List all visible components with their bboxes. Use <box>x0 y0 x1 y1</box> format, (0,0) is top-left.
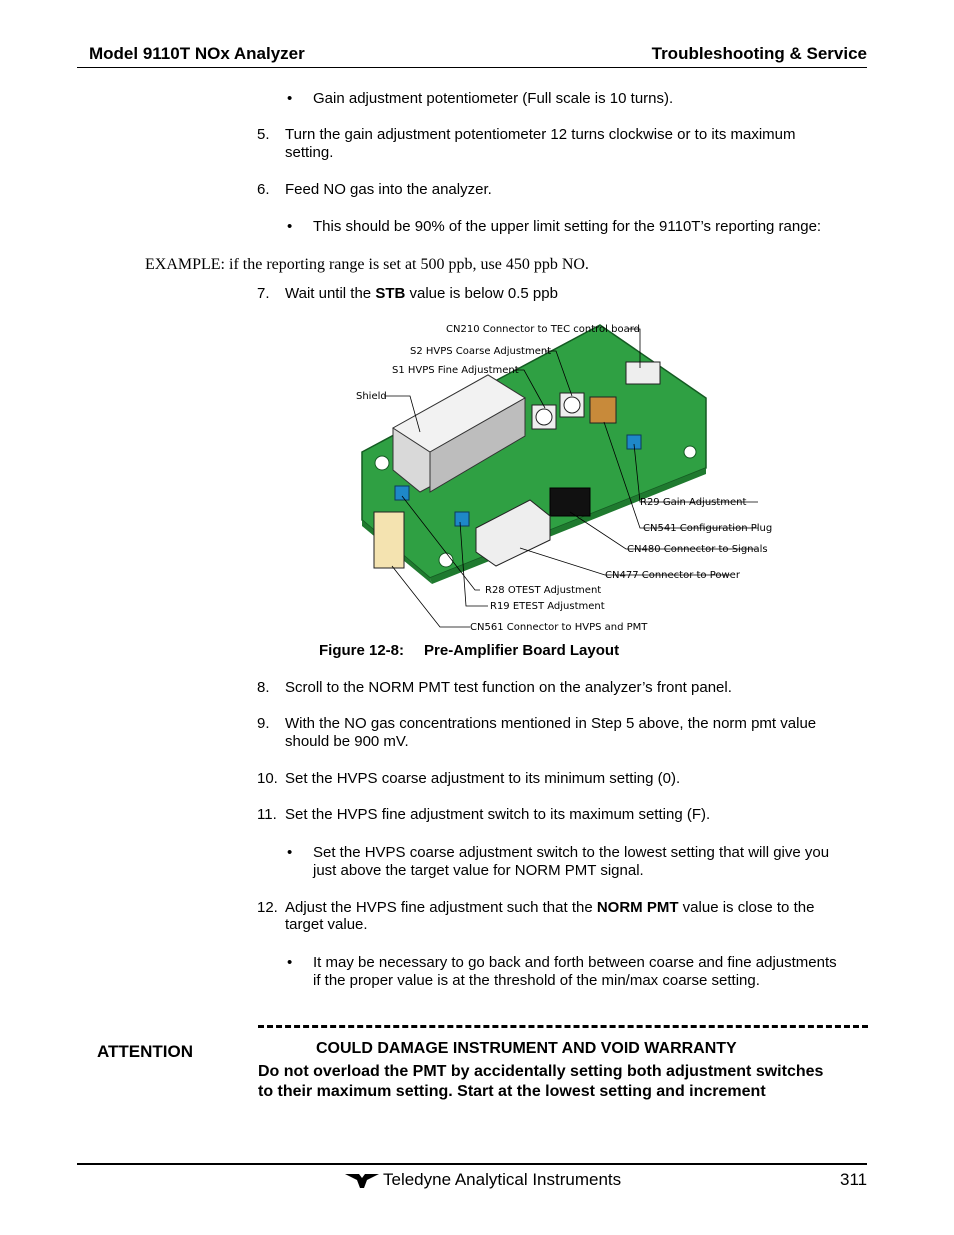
step-number: 11. <box>257 806 277 823</box>
label-r28: R28 OTEST Adjustment <box>485 585 602 596</box>
footer-company: Teledyne Analytical Instruments <box>383 1170 622 1189</box>
label-s1: S1 HVPS Fine Adjustment <box>392 365 519 376</box>
cn210-connector <box>626 362 660 384</box>
bullet-text: Set the HVPS coarse adjustment switch to the lowest setting that will give you <box>313 844 830 861</box>
step-number: 8. <box>257 679 270 696</box>
example-note: EXAMPLE: if the reporting range is set at 500 ppb, use 450 ppb NO. <box>145 256 589 273</box>
teledyne-logo-icon <box>345 1172 379 1188</box>
label-s2: S2 HVPS Coarse Adjustment <box>410 346 552 357</box>
pre-amplifier-board-figure <box>340 318 780 638</box>
cn561-connector <box>374 512 404 568</box>
attention-title: COULD DAMAGE INSTRUMENT AND VOID WARRANTY <box>316 1040 737 1057</box>
step-text: Set the HVPS fine adjustment switch to its maximum setting (F). <box>285 806 711 823</box>
step-text: setting. <box>285 144 334 161</box>
label-r29: R29 Gain Adjustment <box>640 497 747 508</box>
cn541-plug <box>590 397 616 423</box>
bullet-text: if the proper value is at the threshold of the min/max coarse setting. <box>313 972 760 989</box>
bullet-dot: • <box>287 90 293 107</box>
step-text: should be 900 mV. <box>285 733 409 750</box>
step-number: 9. <box>257 715 270 732</box>
label-shield: Shield <box>356 391 387 402</box>
step-number: 12. <box>257 899 278 916</box>
bullet-dot: • <box>287 218 293 235</box>
bullet-text: Gain adjustment potentiometer (Full scale is 10 turns). <box>313 90 674 107</box>
step-text: Scroll to the NORM PMT test function on the analyzer’s front panel. <box>285 679 732 696</box>
step-text: Adjust the HVPS fine adjustment such that the NORM PMT value is close to the <box>285 899 815 916</box>
step-text: target value. <box>285 916 368 933</box>
figure-caption: Figure 12-8: Pre-Amplifier Board Layout <box>319 642 620 659</box>
bullet-text: This should be 90% of the upper limit setting for the 9110T’s reporting range: <box>313 218 822 235</box>
header-rule <box>77 67 867 68</box>
bullet-text: It may be necessary to go back and forth between coarse and fine adjustments <box>313 954 837 971</box>
cn480-connector <box>550 488 590 516</box>
page-number: 311 <box>840 1170 868 1189</box>
header-section-title: Troubleshooting & Service <box>651 44 867 63</box>
label-cn210: CN210 Connector to TEC control board <box>446 324 641 335</box>
attention-dashed-rule <box>258 1025 868 1028</box>
step-text: Feed NO gas into the analyzer. <box>285 181 492 198</box>
label-cn480: CN480 Connector to Signals <box>627 544 768 555</box>
header-model-title: Model 9110T NOx Analyzer <box>89 44 305 63</box>
r19-pot <box>455 512 469 526</box>
label-cn561: CN561 Connector to HVPS and PMT <box>470 622 648 633</box>
step-number: 10. <box>257 770 278 787</box>
label-cn541: CN541 Configuration Plug <box>643 523 773 534</box>
bullet-dot: • <box>287 844 293 861</box>
attention-text: Do not overload the PMT by accidentally setting both adjustment switches <box>258 1063 824 1080</box>
step-number: 6. <box>257 181 270 198</box>
label-cn477: CN477 Connector to Power <box>605 570 740 581</box>
r28-pot <box>395 486 409 500</box>
footer-rule <box>77 1163 867 1165</box>
step-text: Wait until the STB value is below 0.5 ppb <box>285 285 558 302</box>
bullet-dot: • <box>287 954 293 971</box>
step-text: Set the HVPS coarse adjustment to its minimum setting (0). <box>285 770 681 787</box>
attention-label: ATTENTION <box>97 1042 194 1061</box>
attention-text: to their maximum setting. Start at the lowest setting and increment <box>258 1083 766 1100</box>
bullet-text: just above the target value for NORM PMT signal. <box>313 862 644 879</box>
step-number: 5. <box>257 126 270 143</box>
step-text: Turn the gain adjustment potentiometer 12 turns clockwise or to its maximum <box>285 126 796 143</box>
step-text: With the NO gas concentrations mentioned in Step 5 above, the norm pmt value <box>285 715 817 732</box>
label-r19: R19 ETEST Adjustment <box>490 601 605 612</box>
step-number: 7. <box>257 285 270 302</box>
